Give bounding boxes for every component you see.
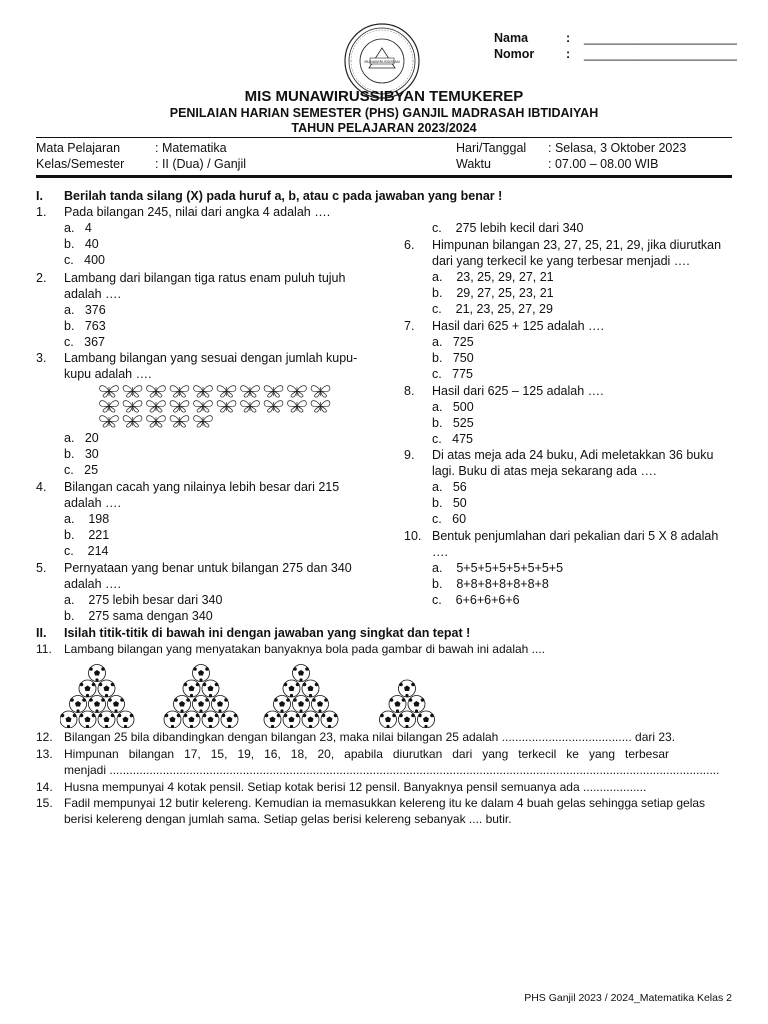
- q6-option-b[interactable]: b. 29, 27, 25, 23, 21: [432, 286, 554, 300]
- q9-option-b[interactable]: b. 50: [432, 496, 467, 510]
- q2-option-c[interactable]: c. 367: [64, 335, 106, 349]
- section2-num: II.: [36, 626, 47, 640]
- butterfly-icon: [217, 401, 236, 413]
- butterfly-icon: [288, 386, 307, 398]
- balls-picture: [60, 658, 450, 728]
- section1-num: I.: [36, 189, 43, 203]
- q3-option-b[interactable]: b. 30: [64, 447, 99, 461]
- q8-text: Hasil dari 625 – 125 adalah ….: [432, 384, 604, 398]
- q2-number: 2.: [36, 271, 47, 285]
- soccer-ball-icon: [408, 696, 425, 713]
- nama-colon: :: [566, 31, 571, 45]
- q4-number: 4.: [36, 480, 47, 494]
- soccer-ball-icon: [70, 696, 87, 713]
- butterfly-icon: [147, 416, 166, 428]
- soccer-ball-icon: [183, 680, 200, 697]
- butterfly-icon: [147, 401, 166, 413]
- soccer-ball-icon: [174, 696, 191, 713]
- hari-label: Hari/Tanggal: [456, 141, 527, 155]
- soccer-ball-icon: [117, 711, 134, 728]
- q5-option-c[interactable]: c. 275 lebih kecil dari 340: [432, 221, 584, 235]
- q1-option-c[interactable]: c. 400: [64, 253, 106, 267]
- q13-text-1: Himpunan bilangan 17, 15, 19, 16, 18, 20, apabila diurutkan dari yang terkecil ke yang terbesar: [64, 747, 670, 761]
- soccer-ball-icon: [79, 680, 96, 697]
- q4-text-1: Bilangan cacah yang nilainya lebih besar dari 215: [64, 480, 340, 494]
- q5-text-2: adalah ….: [64, 577, 121, 591]
- q8-option-c[interactable]: c. 475: [432, 432, 474, 446]
- q10-text-1: Bentuk penjumlahan dari pekalian dari 5 X 8 adalah: [432, 529, 719, 543]
- soccer-ball-icon: [183, 711, 200, 728]
- kelas-label: Kelas/Semester: [36, 157, 125, 171]
- q5-text-1: Pernyataan yang benar untuk bilangan 275 dan 340: [64, 561, 352, 575]
- q15-text-2: berisi kelereng dengan jumlah sama. Setiap gelas berisi kelereng sebanyak .... butir.: [64, 812, 512, 826]
- soccer-ball-icon: [164, 711, 181, 728]
- butterfly-icon: [123, 416, 142, 428]
- soccer-ball-icon: [193, 665, 210, 682]
- q12-number: 12.: [36, 730, 53, 744]
- q5-option-a[interactable]: a. 275 lebih besar dari 340: [64, 593, 223, 607]
- waktu-label: Waktu: [456, 157, 491, 171]
- soccer-ball-icon: [380, 711, 397, 728]
- soccer-ball-icon: [89, 665, 106, 682]
- q8-option-a[interactable]: a. 500: [432, 400, 474, 414]
- q9-option-a[interactable]: a. 56: [432, 480, 467, 494]
- nomor-blank: ______________________: [584, 47, 737, 61]
- q8-number: 8.: [404, 384, 415, 398]
- q9-text-2: lagi. Buku di atas meja sekarang ada ….: [432, 464, 657, 478]
- exam-title: PENILAIAN HARIAN SEMESTER (PHS) GANJIL MADRASAH IBTIDAIYAH: [169, 106, 599, 120]
- q8-option-b[interactable]: b. 525: [432, 416, 474, 430]
- q6-text-2: dari yang terkecil ke yang terbesar menjadi ….: [432, 254, 690, 268]
- soccer-ball-icon: [193, 696, 210, 713]
- q2-option-b[interactable]: b. 763: [64, 319, 106, 333]
- q6-text-1: Himpunan bilangan 23, 27, 25, 21, 29, jika diurutkan: [432, 238, 722, 252]
- q7-text: Hasil dari 625 + 125 adalah ….: [432, 319, 604, 333]
- nomor-label: Nomor: [494, 47, 535, 61]
- butterfly-icon: [217, 386, 236, 398]
- q9-text-1: Di atas meja ada 24 buku, Adi meletakkan 36 buku: [432, 448, 714, 462]
- q1-option-a[interactable]: a. 4: [64, 221, 92, 235]
- q4-text-2: adalah ….: [64, 496, 121, 510]
- soccer-ball-icon: [108, 696, 125, 713]
- kelas-value: : II (Dua) / Ganjil: [155, 157, 246, 171]
- soccer-ball-icon: [399, 680, 416, 697]
- butterfly-icon: [264, 386, 283, 398]
- q10-number: 10.: [404, 529, 422, 543]
- soccer-ball-icon: [293, 665, 310, 682]
- soccer-ball-icon: [418, 711, 435, 728]
- q2-text-1: Lambang dari bilangan tiga ratus enam puluh tujuh: [64, 271, 346, 285]
- q5-option-b[interactable]: b. 275 sama dengan 340: [64, 609, 213, 623]
- q10-text-2: ….: [432, 545, 448, 559]
- butterfly-icon: [288, 401, 307, 413]
- butterfly-icon: [123, 401, 142, 413]
- soccer-ball-icon: [79, 711, 96, 728]
- butterfly-icon: [264, 401, 283, 413]
- soccer-ball-icon: [312, 696, 329, 713]
- butterfly-picture: [96, 383, 336, 431]
- hari-value: : Selasa, 3 Oktober 2023: [548, 141, 687, 155]
- q7-option-b[interactable]: b. 750: [432, 351, 474, 365]
- q1-number: 1.: [36, 205, 47, 219]
- header-rule: [36, 137, 732, 138]
- soccer-ball-icon: [321, 711, 338, 728]
- butterfly-icon: [170, 416, 189, 428]
- butterfly-icon: [311, 401, 330, 413]
- q2-text-2: adalah ….: [64, 287, 121, 301]
- butterfly-icon: [123, 386, 142, 398]
- nama-label: Nama: [494, 31, 529, 45]
- school-title: MIS MUNAWIRUSSIBYAN TEMUKEREP: [244, 88, 524, 105]
- page-footer: PHS Ganjil 2023 / 2024_Matematika Kelas 2: [524, 992, 732, 1004]
- waktu-value: : 07.00 – 08.00 WIB: [548, 157, 659, 171]
- q6-number: 6.: [404, 238, 415, 252]
- q3-option-c[interactable]: c. 25: [64, 463, 99, 477]
- soccer-ball-icon: [212, 696, 229, 713]
- q13-text-2: menjadi .......................................................................................................................................................................................: [64, 763, 720, 777]
- soccer-ball-icon: [264, 711, 281, 728]
- soccer-ball-icon: [389, 696, 406, 713]
- info-rule: [36, 175, 732, 178]
- soccer-ball-icon: [274, 696, 291, 713]
- soccer-ball-icon: [202, 680, 219, 697]
- q3-option-a[interactable]: a. 20: [64, 431, 99, 445]
- q9-option-c[interactable]: c. 60: [432, 512, 467, 526]
- butterfly-icon: [241, 401, 260, 413]
- soccer-ball-icon: [98, 711, 115, 728]
- mapel-label: Mata Pelajaran: [36, 141, 121, 155]
- q3-text-1: Lambang bilangan yang sesuai dengan jumlah kupu-: [64, 351, 358, 365]
- q4-option-c[interactable]: c. 214: [64, 544, 109, 558]
- q4-option-a[interactable]: a. 198: [64, 512, 110, 526]
- soccer-ball-icon: [89, 696, 106, 713]
- q5-number: 5.: [36, 561, 47, 575]
- butterfly-icon: [170, 401, 189, 413]
- q7-option-a[interactable]: a. 725: [432, 335, 474, 349]
- q6-option-c[interactable]: c. 21, 23, 25, 27, 29: [432, 302, 553, 316]
- q7-number: 7.: [404, 319, 415, 333]
- soccer-ball-icon: [221, 711, 238, 728]
- q15-number: 15.: [36, 796, 53, 810]
- q13-number: 13.: [36, 747, 53, 761]
- butterfly-icon: [170, 386, 189, 398]
- q11-number: 11.: [36, 642, 52, 656]
- mapel-value: : Matematika: [155, 141, 227, 155]
- q10-option-c[interactable]: c. 6+6+6+6+6: [432, 593, 520, 607]
- butterfly-icon: [241, 386, 260, 398]
- section1-title: Berilah tanda silang (X) pada huruf a, b, atau c pada jawaban yang benar !: [64, 189, 503, 203]
- q1-text: Pada bilangan 245, nilai dari angka 4 adalah ….: [64, 205, 331, 219]
- nama-blank: ______________________: [584, 31, 737, 45]
- butterfly-icon: [100, 401, 119, 413]
- butterfly-icon: [194, 416, 213, 428]
- soccer-ball-icon: [302, 711, 319, 728]
- soccer-ball-icon: [60, 711, 77, 728]
- soccer-ball-icon: [302, 680, 319, 697]
- soccer-ball-icon: [283, 711, 300, 728]
- soccer-ball-icon: [98, 680, 115, 697]
- q14-text: Husna mempunyai 4 kotak pensil. Setiap kotak berisi 12 pensil. Banyaknya pensil semuanya ada ...................: [64, 780, 647, 794]
- butterfly-icon: [311, 386, 330, 398]
- q3-text-2: kupu adalah ….: [64, 367, 152, 381]
- q12-text: Bilangan 25 bila dibandingkan dengan bilangan 23, maka nilai bilangan 25 adalah ....................................... dari 23.: [64, 730, 676, 744]
- butterfly-icon: [194, 386, 213, 398]
- soccer-ball-icon: [283, 680, 300, 697]
- butterfly-icon: [147, 386, 166, 398]
- logo-text: MUNAWIRUSSIBYAN: [364, 60, 400, 64]
- nomor-colon: :: [566, 47, 571, 61]
- butterfly-icon: [194, 401, 213, 413]
- q1-option-b[interactable]: b. 40: [64, 237, 99, 251]
- soccer-ball-icon: [399, 711, 416, 728]
- q3-number: 3.: [36, 351, 47, 365]
- butterfly-icon: [100, 416, 119, 428]
- q11-text: Lambang bilangan yang menyatakan banyaknya bola pada gambar di bawah ini adalah ....: [64, 642, 546, 656]
- q14-number: 14.: [36, 780, 53, 794]
- q9-number: 9.: [404, 448, 415, 462]
- q4-option-b[interactable]: b. 221: [64, 528, 110, 542]
- q6-option-a[interactable]: a. 23, 25, 29, 27, 21: [432, 270, 554, 284]
- butterfly-icon: [100, 386, 119, 398]
- q2-option-a[interactable]: a. 376: [64, 303, 106, 317]
- year-title: TAHUN PELAJARAN 2023/2024: [291, 121, 477, 135]
- q15-text-1: Fadil mempunyai 12 butir kelereng. Kemudian ia memasukkan kelereng itu ke dalam 4 buah gelas sehingga setiap gelas: [64, 796, 706, 810]
- section2-title: Isilah titik-titik di bawah ini dengan jawaban yang singkat dan tepat !: [64, 626, 471, 640]
- q10-option-b[interactable]: b. 8+8+8+8+8+8+8: [432, 577, 549, 591]
- soccer-ball-icon: [293, 696, 310, 713]
- q7-option-c[interactable]: c. 775: [432, 367, 474, 381]
- soccer-ball-icon: [202, 711, 219, 728]
- q10-option-a[interactable]: a. 5+5+5+5+5+5+5+5: [432, 561, 564, 575]
